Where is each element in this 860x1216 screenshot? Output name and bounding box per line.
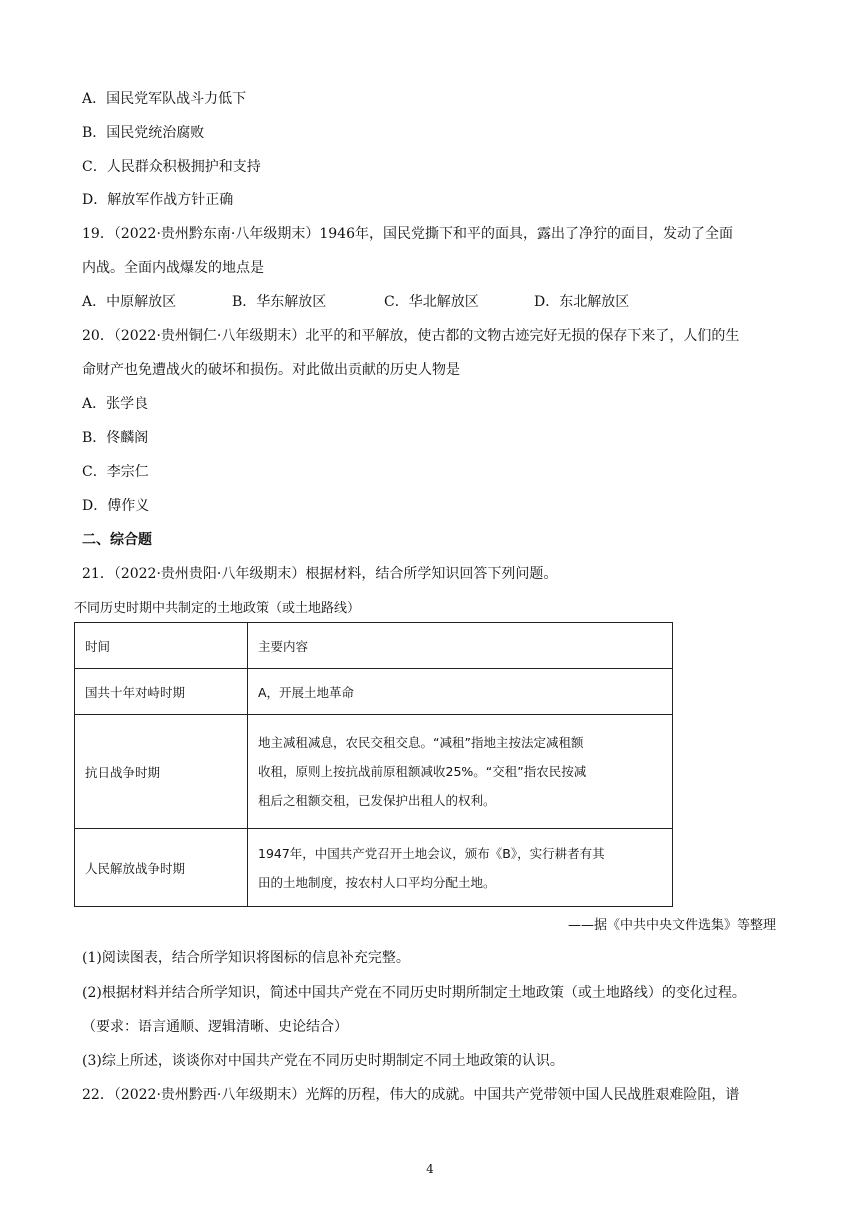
q21-stem: 21．（2022·贵州贵阳·八年级期末）根据材料，结合所学知识回答下列问题。 [82,566,558,582]
q20-stem-line2: 命财产也免遭战火的破坏和损伤。对此做出贡献的历史人物是 [82,362,460,378]
q21-sub3: (3)综上所述，谈谈你对中国共产党在不同历史时期制定不同土地政策的认识。 [82,1053,564,1069]
row-content [248,669,673,715]
q20-option-a: A．张学良 [82,396,149,412]
q19-options-row [82,292,782,312]
page-number: 4 [426,1162,434,1176]
row-period: 抗日战争时期 [75,715,248,829]
header-period: 时间 [75,623,248,669]
q21-sub2: (2)根据材料并结合所学知识，简述中国共产党在不同历史时期所制定土地政策（或土地路线）的变化过程。 [82,985,746,1001]
q21-sub1: (1)阅读图表，结合所学知识将图标的信息补充完整。 [82,950,410,966]
row-content-line: 1947年，中国共产党召开土地会议，颁布《B》，实行耕者有其 [258,845,605,861]
land-policy-table [74,622,673,907]
q19-option-d: D．东北解放区 [534,294,630,310]
table-caption: 不同历史时期中共制定的土地政策（或土地路线） [74,601,361,616]
table-row [75,669,673,715]
table-source: ——据《中共中央文件选集》等整理 [567,918,776,933]
table-row [75,715,673,829]
row-content [248,715,673,829]
q18-option-d: D．解放军作战方针正确 [82,192,234,208]
q19-option-b: B．华东解放区 [232,294,327,310]
row-period: 人民解放战争时期 [75,829,248,907]
q20-option-d: D．傅作义 [82,498,150,514]
q18-option-b: B．国民党统治腐败 [82,125,205,141]
q19-stem-line2: 内战。全面内战爆发的地点是 [82,260,264,276]
q18-option-a: A．国民党军队战斗力低下 [82,91,247,107]
q19-option-a: A．中原解放区 [82,294,177,310]
q20-option-c: C．李宗仁 [82,464,149,480]
table-header-row [75,623,673,669]
q18-option-c: C．人民群众积极拥护和支持 [82,159,261,175]
section-title: 二、综合题 [82,532,152,548]
table-row [75,829,673,907]
row-content [248,829,673,907]
row-content-line: 租后之租额交租，已发保护出租人的权利。 [258,793,496,808]
row-content-line: 收租，原则上按抗战前原租额减收25%。“交租”指农民按减 [258,764,587,779]
q20-option-b: B．佟麟阁 [82,430,149,446]
row-content-line: 地主减租减息，农民交租交息。“减租”指地主按法定减租额 [258,735,584,750]
header-content: 主要内容 [248,623,673,669]
q19-option-c: C．华北解放区 [384,294,479,310]
row-content-line: A，开展土地革命 [258,684,355,700]
row-period: 国共十年对峙时期 [75,669,248,715]
q22-stem-line1: 22．（2022·贵州黔西·八年级期末）光辉的历程，伟大的成就。中国共产党带领中国人民战胜艰难险阻，谱 [82,1087,740,1103]
q19-stem-line1: 19．（2022·贵州黔东南·八年级期末）1946年，国民党撕下和平的面具，露出了净狞的面目，发动了全面 [82,226,733,242]
q20-stem-line1: 20．（2022·贵州铜仁·八年级期末）北平的和平解放，使古都的文物古迹完好无损的保存下来了，人们的生 [82,328,740,344]
q21-sub2-requirement: （要求：语言通顺、逻辑清晰、史论结合） [82,1019,348,1035]
row-content-line: 田的土地制度，按农村人口平均分配土地。 [258,874,496,890]
